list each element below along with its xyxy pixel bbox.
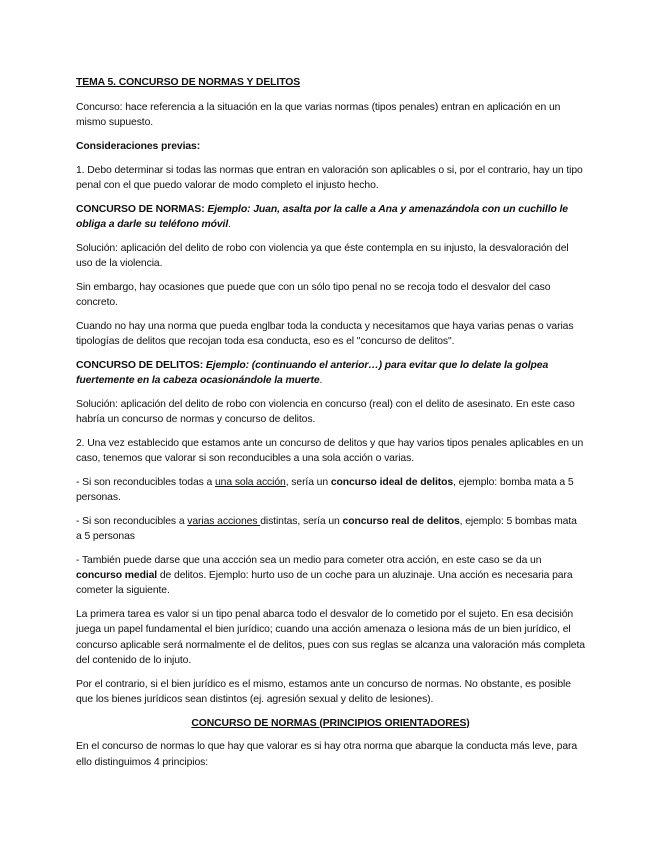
period: . xyxy=(228,219,231,231)
example-normas: Ejemplo: Juan, asalta por la calle a Ana y amenazándola con un cuchillo le obliga a darle su teléfono móvil xyxy=(76,204,568,231)
period: . xyxy=(319,375,323,387)
text: - También puede darse que una accción sea un medio para cometer otra acción, en este caso se da un xyxy=(76,555,542,566)
paragraph-cuando-no: Cuando no hay una norma que pueda englbar toda la conducta y necesitamos que haya varias penas o varias tipologías de delitos que recojan toda esa conducta, eso es el "concurso de delitos". xyxy=(76,321,574,348)
paragraph-point-1: 1. Debo determinar si todas las normas que entran en valoración son aplicables o si, por el contrario, hay un tipo penal con el que puedo valorar de modo completo el injusto hecho. xyxy=(76,165,583,192)
text: , ejemplo: bomba mata a 5 personas. xyxy=(76,477,574,504)
label-concurso-normas: CONCURSO DE NORMAS xyxy=(76,204,202,215)
paragraph-concurso-delitos-example xyxy=(76,358,585,388)
document-title: TEMA 5. CONCURSO DE NORMAS Y DELITOS xyxy=(76,77,301,88)
label-separator: : xyxy=(201,204,208,215)
bold-term: concurso medial xyxy=(76,570,158,582)
paragraph-solution-2: Solución: aplicación del delito de robo con violencia en concurso (real) con el delito de asesinato. En este caso habría un concurso de normas y concurso de delitos. xyxy=(76,399,575,426)
subtitle-principios: CONCURSO DE NORMAS (PRINCIPIOS ORIENTADORES) xyxy=(191,717,470,729)
underlined-text: varias acciones xyxy=(187,516,261,527)
paragraph-definition: Concurso: hace referencia a la situación en la que varias normas (tipos penales) entran en aplicación en un mismo supuesto. xyxy=(76,102,561,129)
paragraph-solution-1: Solución: aplicación del delito de robo con violencia ya que éste contempla en su injusto, la desvaloración del uso de la violencia. xyxy=(76,243,569,270)
paragraph-concurso-real xyxy=(76,514,585,544)
underlined-text: una sola acción xyxy=(215,477,286,488)
text: - Si son reconducibles a xyxy=(76,516,188,527)
text: distintas, sería un xyxy=(260,516,343,527)
paragraph-sin-embargo: Sin embargo, hay ocasiones que puede que con un sólo tipo penal no se recoja todo el desvalor del caso concreto. xyxy=(76,282,551,309)
heading-consideraciones: Consideraciones previas: xyxy=(76,141,201,153)
paragraph-concurso-normas-example xyxy=(76,202,585,232)
paragraph-primera-tarea: La primera tarea es valor si un tipo penal abarca todo el desvalor de lo cometido por el sujeto. En esa decisión juega un papel fundamental el bien jurídico; cuando una acción amenaza o lesiona más de un bien jurídico, el concurso aplicable será normalmente el de delitos, pues con sus reglas se alcanza una valoración más completa del contenido de lo injuto. xyxy=(76,609,585,666)
paragraph-por-el-contrario: Por el contrario, si el bien jurídico es el mismo, estamos ante un concurso de normas. No obstante, es posible que los bienes jurídicos sean distintos (ej. agresión sexual y delito de lesiones). xyxy=(76,678,571,705)
label-separator: : xyxy=(199,360,206,371)
label-concurso-delitos: CONCURSO DE DELITOS xyxy=(76,360,200,371)
text: de delitos. Ejemplo: hurto uso de un coche para un aluzinaje. Una acción es necesaria para cometer la siguiente. xyxy=(76,570,573,597)
example-delitos: Ejemplo: (continuando el anterior…) para evitar que lo delate la golpea fuertemente en la cabeza ocasionándole la muerte xyxy=(76,360,549,387)
text: - Si son reconducibles todas a xyxy=(76,477,215,488)
paragraph-concurso-ideal xyxy=(76,475,585,505)
paragraph-concurso-medial xyxy=(76,553,585,599)
paragraph-point-2: 2. Una vez establecido que estamos ante un concurso de delitos y que hay varios tipos penales aplicables en un caso, tenemos que valorar si son reconducibles a una sola acción o varias. xyxy=(76,438,584,465)
bold-term: concurso ideal de delitos xyxy=(330,477,454,488)
text: , ejemplo: 5 bombas mata a 5 personas xyxy=(76,516,577,543)
bold-term: concurso real de delitos xyxy=(342,516,460,527)
paragraph-principios-intro: En el concurso de normas lo que hay que valorar es si hay otra norma que abarque la conducta más leve, para ello distinguimos 4 principios: xyxy=(76,741,578,768)
text: , sería un xyxy=(285,477,331,488)
